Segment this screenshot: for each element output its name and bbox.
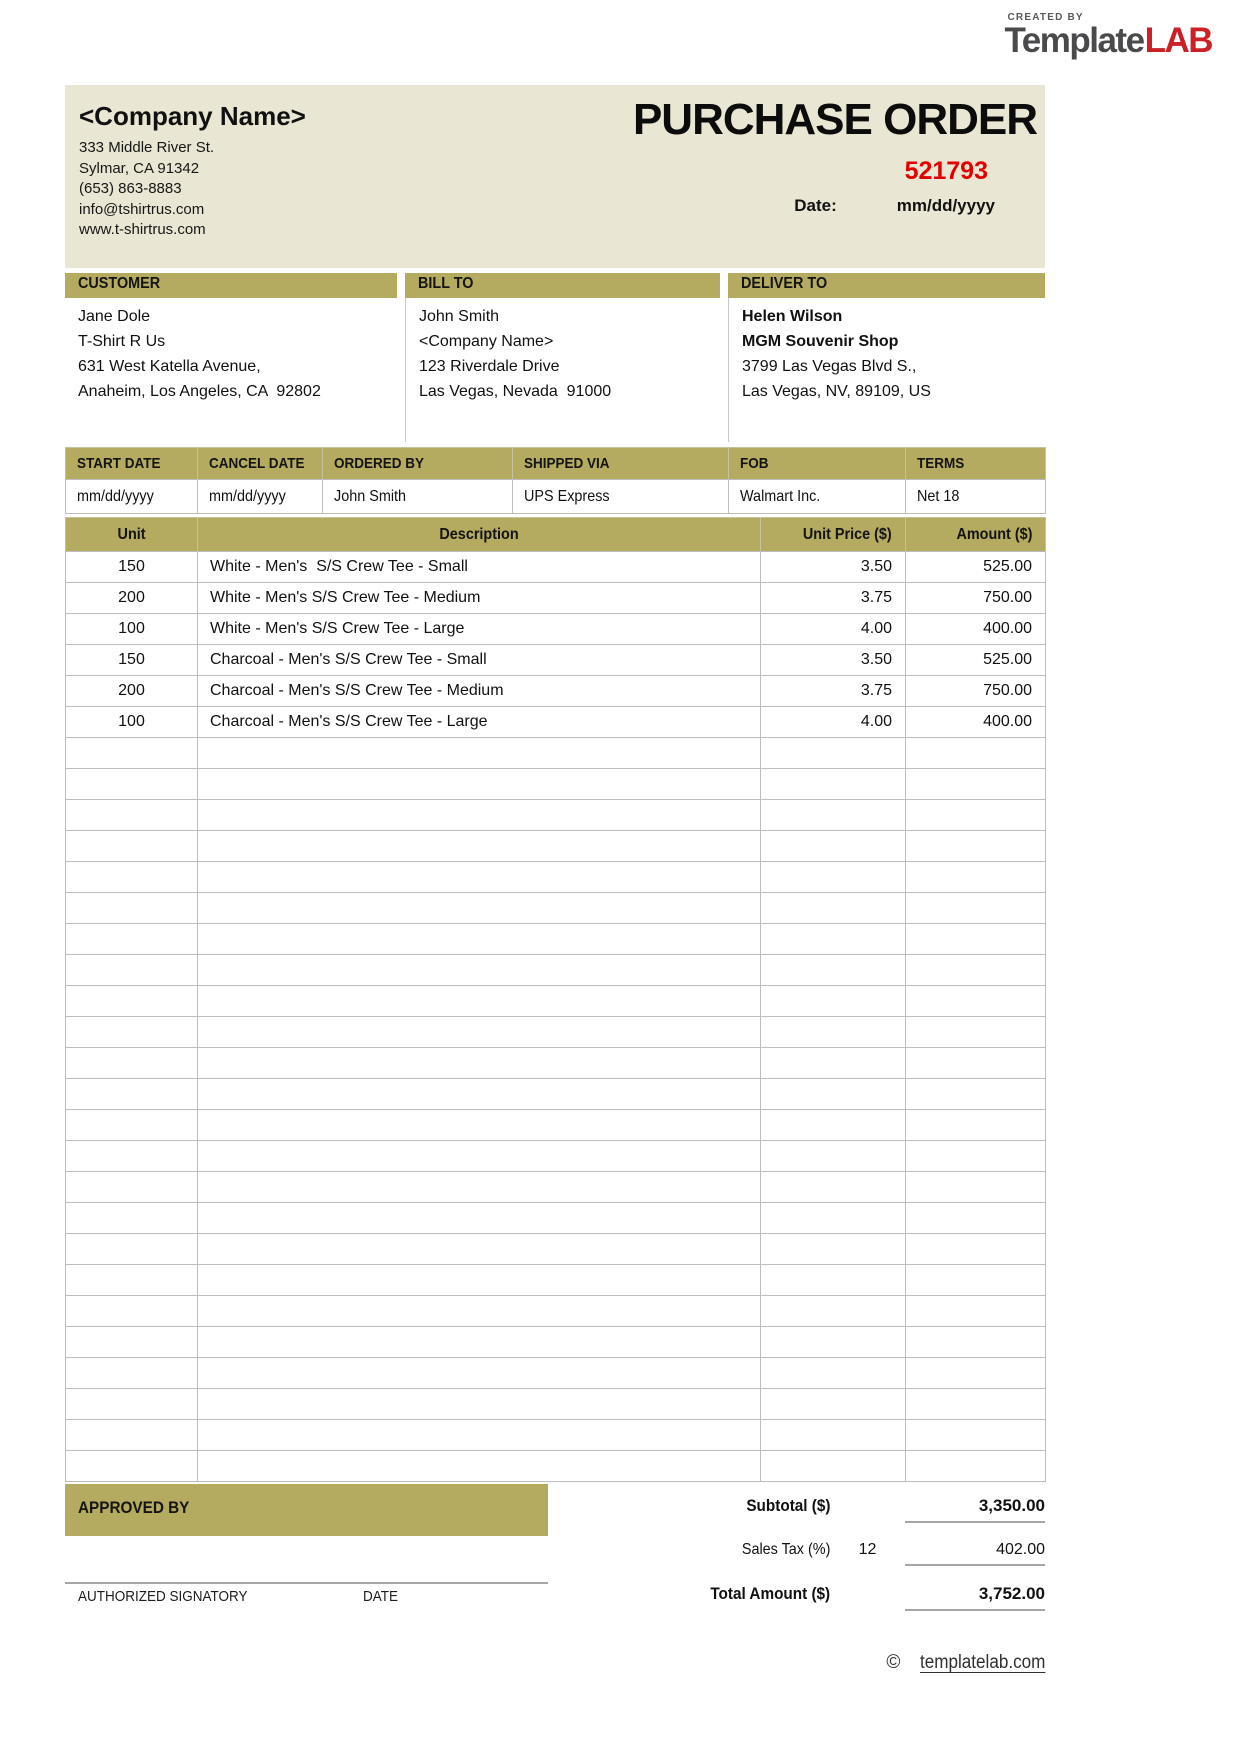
empty-cell[interactable] — [198, 1451, 761, 1482]
items-header-row — [66, 518, 1046, 552]
party-line: T-Shirt R Us — [78, 333, 166, 350]
empty-row — [66, 1172, 1046, 1203]
items-header-cell — [66, 518, 198, 552]
bottom-section — [65, 1482, 1045, 1754]
empty-cell[interactable] — [66, 986, 198, 1017]
empty-cell[interactable] — [198, 738, 761, 769]
empty-cell[interactable] — [906, 955, 1046, 986]
empty-cell[interactable] — [198, 1296, 761, 1327]
empty-cell[interactable] — [66, 1234, 198, 1265]
order-info-header-cell — [906, 448, 1046, 480]
items-header-text: Amount ($) — [956, 525, 1032, 543]
empty-row — [66, 1141, 1046, 1172]
party-lines — [728, 298, 1045, 442]
empty-cell[interactable] — [198, 831, 761, 862]
empty-cell[interactable] — [906, 1358, 1046, 1389]
company-address-line: www.t-shirtrus.com — [79, 221, 206, 238]
empty-cell[interactable] — [761, 1017, 906, 1048]
authorized-signatory-label: AUTHORIZED SIGNATORY — [78, 1588, 248, 1605]
order-info-header-text: CANCEL DATE — [209, 455, 305, 472]
empty-row — [66, 924, 1046, 955]
empty-cell[interactable] — [198, 800, 761, 831]
empty-cell[interactable] — [198, 1358, 761, 1389]
empty-row — [66, 738, 1046, 769]
empty-cell[interactable] — [906, 986, 1046, 1017]
totals-label-text: Total Amount ($) — [710, 1584, 830, 1603]
empty-row — [66, 800, 1046, 831]
empty-cell[interactable] — [761, 1265, 906, 1296]
order-info-value-cell[interactable] — [906, 480, 1046, 514]
order-info-value-text: Net 18 — [917, 487, 960, 505]
logo-lab-text: LAB — [1144, 21, 1212, 60]
empty-cell[interactable] — [906, 1451, 1046, 1482]
item-cell[interactable]: 100 — [66, 707, 198, 738]
items-header-text: Description — [439, 525, 519, 543]
order-info-header-cell — [729, 448, 906, 480]
empty-row — [66, 1048, 1046, 1079]
empty-cell[interactable] — [66, 1327, 198, 1358]
party-line: <Company Name> — [419, 333, 554, 350]
totals-label-text: Subtotal ($) — [745, 1496, 830, 1515]
totals-amount: 402.00 — [905, 1541, 1045, 1566]
empty-cell[interactable] — [906, 769, 1046, 800]
empty-cell[interactable] — [761, 1451, 906, 1482]
party-lines — [405, 298, 720, 442]
party-heading — [65, 273, 397, 298]
empty-cell[interactable] — [66, 1141, 198, 1172]
item-cell[interactable]: Charcoal - Men's S/S Crew Tee - Large — [198, 707, 761, 738]
order-info-value-text: mm/dd/yyyy — [77, 487, 154, 505]
item-cell[interactable]: 525.00 — [906, 552, 1046, 583]
party-heading — [405, 273, 720, 298]
empty-cell[interactable] — [761, 738, 906, 769]
empty-cell[interactable] — [906, 1110, 1046, 1141]
empty-cell[interactable] — [66, 1172, 198, 1203]
empty-cell[interactable] — [906, 1048, 1046, 1079]
party-line: 631 West Katella Avenue, — [78, 358, 261, 375]
totals-row — [545, 1584, 1045, 1611]
company-block — [65, 85, 306, 268]
empty-cell[interactable] — [66, 1451, 198, 1482]
empty-cell[interactable] — [761, 1203, 906, 1234]
empty-row — [66, 986, 1046, 1017]
empty-cell[interactable] — [198, 1420, 761, 1451]
totals-label — [545, 1496, 830, 1516]
date-value[interactable]: mm/dd/yyyy — [896, 196, 995, 216]
empty-cell[interactable] — [198, 862, 761, 893]
item-cell[interactable]: 400.00 — [906, 614, 1046, 645]
party-line: Las Vegas, NV, 89109, US — [742, 383, 931, 400]
order-info-value-text: UPS Express — [524, 487, 610, 505]
item-cell[interactable]: 525.00 — [906, 645, 1046, 676]
empty-cell[interactable] — [198, 924, 761, 955]
empty-row — [66, 1017, 1046, 1048]
empty-cell[interactable] — [66, 924, 198, 955]
party-heading-text: DELIVER TO — [741, 275, 828, 292]
empty-cell[interactable] — [761, 769, 906, 800]
empty-cell[interactable] — [66, 893, 198, 924]
empty-cell[interactable] — [761, 986, 906, 1017]
empty-cell[interactable] — [66, 1296, 198, 1327]
item-cell[interactable]: 150 — [66, 645, 198, 676]
party-line: Helen Wilson — [742, 308, 843, 325]
empty-cell[interactable] — [66, 1048, 198, 1079]
empty-cell[interactable] — [906, 1296, 1046, 1327]
item-cell[interactable]: White - Men's S/S Crew Tee - Large — [198, 614, 761, 645]
party-heading-text: BILL TO — [418, 275, 474, 292]
items-table — [65, 517, 1046, 1482]
empty-cell[interactable] — [906, 800, 1046, 831]
empty-cell[interactable] — [198, 1141, 761, 1172]
item-cell[interactable]: 3.75 — [761, 676, 906, 707]
empty-cell[interactable] — [906, 738, 1046, 769]
order-info-value-cell[interactable] — [198, 480, 323, 514]
items-header-cell — [198, 518, 761, 552]
table-row — [66, 614, 1046, 645]
order-info-value-text: mm/dd/yyyy — [209, 487, 286, 505]
company-address-line: (653) 863-8883 — [79, 180, 182, 197]
party-lines — [65, 298, 397, 442]
empty-cell[interactable] — [198, 1203, 761, 1234]
date-row — [575, 196, 1037, 216]
empty-cell[interactable] — [906, 924, 1046, 955]
table-row — [66, 645, 1046, 676]
empty-row — [66, 1327, 1046, 1358]
templatelab-link[interactable]: templatelab.com — [919, 1652, 1045, 1673]
table-row — [66, 552, 1046, 583]
empty-cell[interactable] — [761, 1048, 906, 1079]
order-info-value-text: John Smith — [334, 487, 407, 505]
company-address-line: Sylmar, CA 91342 — [79, 159, 200, 177]
document-body — [65, 85, 1045, 1754]
empty-row — [66, 1296, 1046, 1327]
empty-cell[interactable] — [66, 1420, 198, 1451]
empty-cell[interactable] — [66, 1389, 198, 1420]
party-heading — [728, 273, 1045, 298]
totals-label-text: Sales Tax (%) — [741, 1541, 830, 1558]
empty-cell[interactable] — [761, 955, 906, 986]
empty-cell[interactable] — [198, 1389, 761, 1420]
empty-cell[interactable] — [66, 955, 198, 986]
order-info-header-text: START DATE — [77, 455, 161, 472]
item-cell[interactable]: 200 — [66, 676, 198, 707]
empty-cell[interactable] — [198, 1327, 761, 1358]
empty-cell[interactable] — [906, 1327, 1046, 1358]
order-info-header-cell — [66, 448, 198, 480]
table-row — [66, 583, 1046, 614]
approved-by-label: APPROVED BY — [78, 1498, 190, 1517]
party-heading-text: CUSTOMER — [78, 275, 161, 292]
table-row — [66, 676, 1046, 707]
empty-cell[interactable] — [761, 1420, 906, 1451]
empty-row — [66, 1234, 1046, 1265]
empty-row — [66, 862, 1046, 893]
order-info-header-text: TERMS — [917, 455, 965, 472]
document-header — [65, 85, 1045, 268]
items-header-cell — [761, 518, 906, 552]
item-cell[interactable]: 4.00 — [761, 707, 906, 738]
company-address-line: info@tshirtrus.com — [79, 200, 205, 218]
totals-amount: 3,752.00 — [905, 1584, 1045, 1611]
empty-cell[interactable] — [761, 1172, 906, 1203]
empty-row — [66, 1265, 1046, 1296]
footer-copyright — [886, 1652, 1045, 1674]
approved-by-band — [65, 1484, 548, 1536]
empty-cell[interactable] — [66, 769, 198, 800]
items-header-text: Unit Price ($) — [803, 525, 892, 543]
item-cell[interactable]: 750.00 — [906, 583, 1046, 614]
order-info-header-row — [66, 448, 1046, 480]
empty-row — [66, 1389, 1046, 1420]
empty-cell[interactable] — [761, 1358, 906, 1389]
empty-cell[interactable] — [198, 1017, 761, 1048]
logo-template-text: Template — [1004, 21, 1144, 60]
empty-cell[interactable] — [198, 1079, 761, 1110]
empty-row — [66, 893, 1046, 924]
item-cell[interactable]: 150 — [66, 552, 198, 583]
totals-rate[interactable]: 12 — [858, 1541, 877, 1558]
empty-cell[interactable] — [761, 1234, 906, 1265]
order-info-value-row — [66, 480, 1046, 514]
empty-cell[interactable] — [66, 1110, 198, 1141]
order-info-table — [65, 447, 1046, 514]
empty-cell[interactable] — [906, 1017, 1046, 1048]
empty-cell[interactable] — [761, 924, 906, 955]
empty-cell[interactable] — [761, 1141, 906, 1172]
totals-row — [545, 1496, 1045, 1523]
item-cell[interactable]: 200 — [66, 583, 198, 614]
totals-row — [545, 1541, 1045, 1566]
item-cell[interactable]: White - Men's S/S Crew Tee - Medium — [198, 583, 761, 614]
empty-cell[interactable] — [66, 1358, 198, 1389]
party-line: 123 Riverdale Drive — [419, 358, 560, 375]
page-title: PURCHASE ORDER — [632, 95, 1037, 144]
order-info-value-cell[interactable] — [66, 480, 198, 514]
item-cell[interactable]: 400.00 — [906, 707, 1046, 738]
item-cell[interactable]: 100 — [66, 614, 198, 645]
empty-cell[interactable] — [198, 1172, 761, 1203]
order-info-value-text: Walmart Inc. — [740, 487, 821, 505]
empty-cell[interactable] — [761, 1296, 906, 1327]
party-block-deliver-to — [728, 273, 1045, 442]
empty-row — [66, 831, 1046, 862]
empty-cell[interactable] — [66, 1017, 198, 1048]
empty-cell[interactable] — [66, 800, 198, 831]
empty-cell[interactable] — [906, 1141, 1046, 1172]
po-title-block — [575, 85, 1045, 268]
empty-row — [66, 1420, 1046, 1451]
empty-cell[interactable] — [906, 1389, 1046, 1420]
copyright-symbol: © — [886, 1652, 906, 1673]
empty-cell[interactable] — [906, 1234, 1046, 1265]
item-cell[interactable]: 3.75 — [761, 583, 906, 614]
order-info-value-cell[interactable] — [729, 480, 906, 514]
empty-cell[interactable] — [906, 1420, 1046, 1451]
signature-date-label: DATE — [363, 1588, 399, 1605]
totals-label — [545, 1541, 830, 1559]
order-info-value-cell[interactable] — [323, 480, 513, 514]
party-line: 3799 Las Vegas Blvd S., — [742, 358, 917, 375]
empty-cell[interactable] — [198, 1265, 761, 1296]
empty-row — [66, 1451, 1046, 1482]
empty-row — [66, 769, 1046, 800]
empty-cell[interactable] — [761, 831, 906, 862]
empty-cell[interactable] — [198, 1234, 761, 1265]
empty-row — [66, 1079, 1046, 1110]
empty-cell[interactable] — [761, 862, 906, 893]
order-info-header-text: ORDERED BY — [334, 455, 425, 472]
empty-cell[interactable] — [761, 893, 906, 924]
table-row — [66, 707, 1046, 738]
item-cell[interactable]: Charcoal - Men's S/S Crew Tee - Medium — [198, 676, 761, 707]
company-name: <Company Name> — [79, 101, 306, 131]
items-header-cell — [906, 518, 1046, 552]
order-info-value-cell[interactable] — [513, 480, 729, 514]
empty-cell[interactable] — [198, 955, 761, 986]
company-address-line: 333 Middle River St. — [79, 139, 215, 156]
empty-cell[interactable] — [761, 800, 906, 831]
empty-cell[interactable] — [906, 862, 1046, 893]
party-block-bill-to — [405, 273, 720, 442]
items-header-text: Unit — [117, 525, 146, 543]
order-info-header-text: SHIPPED VIA — [524, 455, 610, 472]
empty-cell[interactable] — [761, 1110, 906, 1141]
empty-cell[interactable] — [66, 1203, 198, 1234]
order-info-header-cell — [513, 448, 729, 480]
empty-cell[interactable] — [198, 1048, 761, 1079]
empty-cell[interactable] — [66, 831, 198, 862]
empty-cell[interactable] — [66, 1079, 198, 1110]
empty-row — [66, 955, 1046, 986]
item-cell[interactable]: White - Men's S/S Crew Tee - Small — [198, 552, 761, 583]
empty-cell[interactable] — [761, 1327, 906, 1358]
templatelab-logo[interactable] — [1005, 12, 1213, 58]
empty-row — [66, 1203, 1046, 1234]
empty-cell[interactable] — [198, 986, 761, 1017]
empty-cell[interactable] — [66, 738, 198, 769]
parties — [65, 273, 1045, 442]
empty-cell[interactable] — [906, 1172, 1046, 1203]
company-address — [79, 138, 306, 241]
po-number: 521793 — [904, 157, 988, 186]
items-body — [66, 552, 1046, 1482]
empty-cell[interactable] — [198, 893, 761, 924]
totals-label — [545, 1584, 830, 1604]
party-line: Anaheim, Los Angeles, CA 92802 — [78, 383, 321, 400]
totals — [545, 1496, 1045, 1629]
empty-cell[interactable] — [906, 1079, 1046, 1110]
order-info-header-cell — [323, 448, 513, 480]
item-cell[interactable]: 4.00 — [761, 614, 906, 645]
order-info-header-text: FOB — [740, 455, 769, 472]
party-block-customer — [65, 273, 397, 442]
empty-cell[interactable] — [761, 1389, 906, 1420]
empty-cell[interactable] — [906, 831, 1046, 862]
logo-created-by: CREATED BY — [1007, 12, 1084, 23]
party-line: MGM Souvenir Shop — [742, 333, 899, 350]
empty-row — [66, 1110, 1046, 1141]
logo-brand — [1005, 23, 1213, 58]
empty-cell[interactable] — [198, 769, 761, 800]
signature-line[interactable] — [65, 1582, 548, 1584]
empty-cell[interactable] — [66, 862, 198, 893]
empty-row — [66, 1358, 1046, 1389]
party-line: Las Vegas, Nevada 91000 — [419, 383, 612, 400]
empty-cell[interactable] — [906, 1265, 1046, 1296]
totals-amount: 3,350.00 — [905, 1496, 1045, 1523]
order-info-header-cell — [198, 448, 323, 480]
empty-cell[interactable] — [66, 1265, 198, 1296]
empty-cell[interactable] — [198, 1110, 761, 1141]
party-line: John Smith — [419, 308, 500, 325]
item-cell[interactable]: 750.00 — [906, 676, 1046, 707]
empty-cell[interactable] — [906, 1203, 1046, 1234]
empty-cell[interactable] — [761, 1079, 906, 1110]
party-line: Jane Dole — [78, 308, 151, 325]
date-label: Date: — [794, 196, 837, 216]
item-cell[interactable]: 3.50 — [761, 552, 906, 583]
empty-cell[interactable] — [906, 893, 1046, 924]
item-cell[interactable]: 3.50 — [761, 645, 906, 676]
item-cell[interactable]: Charcoal - Men's S/S Crew Tee - Small — [198, 645, 761, 676]
